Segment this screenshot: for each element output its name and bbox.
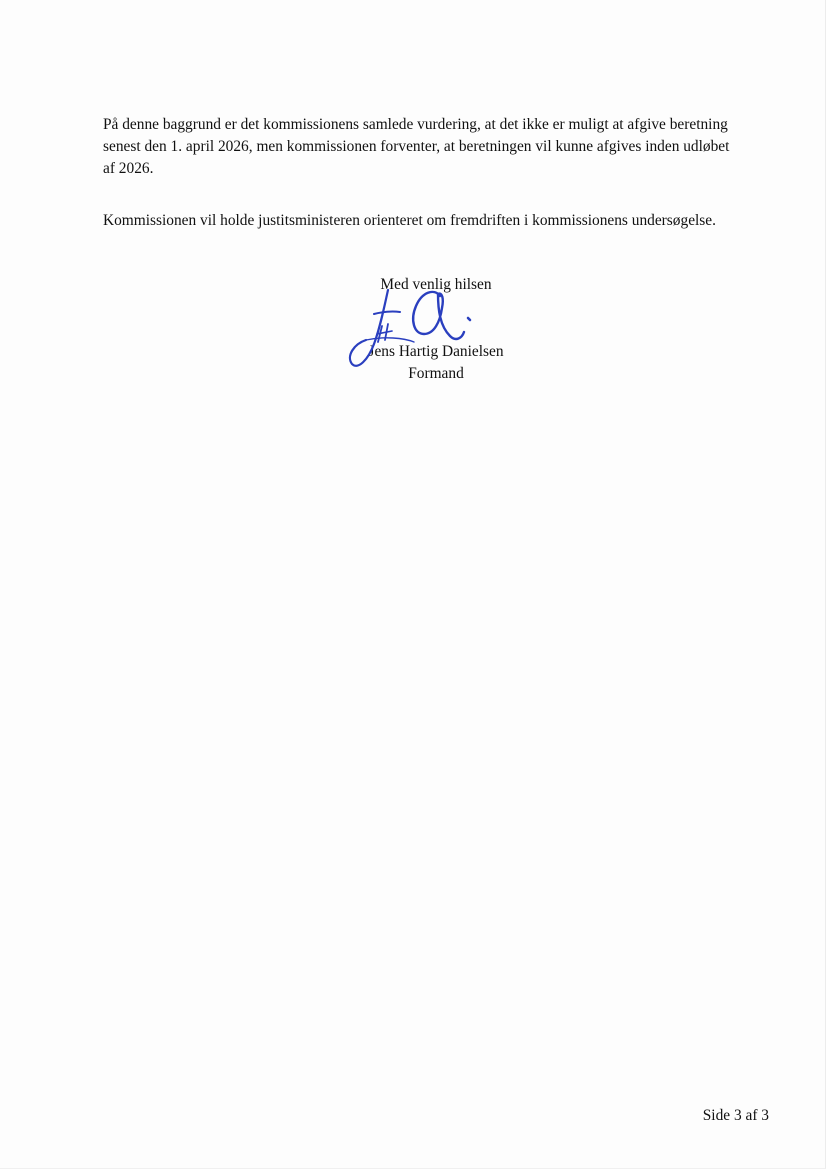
signer-title: Formand xyxy=(408,365,464,382)
page-number: Side 3 af 3 xyxy=(702,1107,769,1124)
closing-greeting: Med venlig hilsen xyxy=(380,276,492,293)
paragraph-timeline xyxy=(103,114,793,180)
handwritten-signature xyxy=(344,282,480,374)
paragraph-progress-update xyxy=(103,210,793,232)
paragraph-line: af 2026. xyxy=(103,160,154,177)
paragraph-line: På denne baggrund er det kommissionens samlede vurdering, at det ikke er muligt at afgive beretning xyxy=(103,116,728,133)
signer-name: Jens Hartig Danielsen xyxy=(368,343,504,360)
paragraph-line: senest den 1. april 2026, men kommissionen forventer, at beretningen vil kunne afgives inden udløbet xyxy=(103,138,730,155)
paragraph-line: Kommissionen vil holde justitsministeren orienteret om fremdriften i kommissionens undersøgelse. xyxy=(103,212,716,229)
